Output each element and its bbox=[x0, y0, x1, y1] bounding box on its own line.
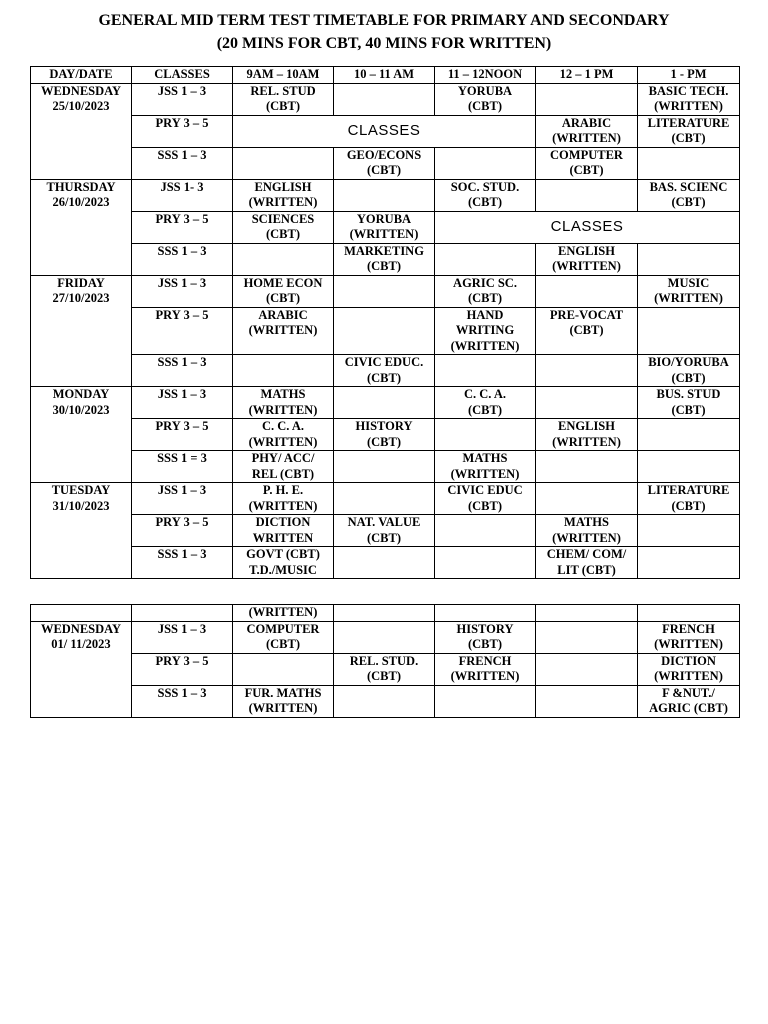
subject-cell bbox=[334, 179, 435, 211]
header-row bbox=[31, 67, 740, 84]
subject-cell bbox=[536, 83, 638, 115]
subject-cell: CIVIC EDUC (CBT) bbox=[435, 483, 536, 515]
subject-cell bbox=[435, 419, 536, 451]
class-cell: SSS 1 = 3 bbox=[132, 451, 233, 483]
class-cell: PRY 3 – 5 bbox=[132, 115, 233, 147]
class-cell: SSS 1 – 3 bbox=[132, 147, 233, 179]
table-row bbox=[31, 307, 740, 355]
classes-span-cell: CLASSES bbox=[435, 211, 740, 243]
subject-cell bbox=[536, 387, 638, 419]
subject-cell bbox=[536, 621, 638, 653]
subject-cell bbox=[435, 605, 536, 622]
table-row bbox=[31, 355, 740, 387]
subject-cell: COMPUTER (CBT) bbox=[536, 147, 638, 179]
column-header: 9AM – 10AM bbox=[233, 67, 334, 84]
day-date-cell: WEDNESDAY 25/10/2023 bbox=[31, 83, 132, 179]
subject-cell bbox=[536, 605, 638, 622]
subject-cell: GEO/ECONS (CBT) bbox=[334, 147, 435, 179]
table-row bbox=[31, 387, 740, 419]
subject-cell: BAS. SCIENC (CBT) bbox=[638, 179, 740, 211]
subject-cell: P. H. E. (WRITTEN) bbox=[233, 483, 334, 515]
subject-cell bbox=[536, 355, 638, 387]
subject-cell bbox=[536, 685, 638, 717]
day-date-cell: TUESDAY 31/10/2023 bbox=[31, 483, 132, 579]
day-date-cell: MONDAY 30/10/2023 bbox=[31, 387, 132, 483]
day-date-cell: WEDNESDAY 01/ 11/2023 bbox=[31, 621, 132, 717]
table-row bbox=[31, 211, 740, 243]
subject-cell: HISTORY (CBT) bbox=[334, 419, 435, 451]
subject-cell bbox=[334, 621, 435, 653]
subject-cell: REL. STUD. (CBT) bbox=[334, 653, 435, 685]
class-cell: SSS 1 – 3 bbox=[132, 243, 233, 275]
table-row bbox=[31, 621, 740, 653]
table-row bbox=[31, 147, 740, 179]
column-header: 12 – 1 PM bbox=[536, 67, 638, 84]
class-cell: PRY 3 – 5 bbox=[132, 653, 233, 685]
subject-cell bbox=[435, 147, 536, 179]
subject-cell: YORUBA (WRITTEN) bbox=[334, 211, 435, 243]
classes-span-cell: CLASSES bbox=[233, 115, 536, 147]
subject-cell: ARABIC (WRITTEN) bbox=[536, 115, 638, 147]
subject-cell bbox=[233, 147, 334, 179]
subject-cell bbox=[334, 685, 435, 717]
subject-cell bbox=[334, 451, 435, 483]
class-cell: JSS 1 – 3 bbox=[132, 621, 233, 653]
subject-cell: PHY/ ACC/ REL (CBT) bbox=[233, 451, 334, 483]
subject-cell bbox=[334, 483, 435, 515]
class-cell: JSS 1 – 3 bbox=[132, 275, 233, 307]
table-row bbox=[31, 243, 740, 275]
table-row bbox=[31, 685, 740, 717]
subject-cell: MARKETING (CBT) bbox=[334, 243, 435, 275]
subject-cell bbox=[233, 243, 334, 275]
table-row bbox=[31, 419, 740, 451]
class-cell: JSS 1 – 3 bbox=[132, 483, 233, 515]
subject-cell bbox=[638, 419, 740, 451]
subject-cell bbox=[233, 653, 334, 685]
subject-cell bbox=[638, 451, 740, 483]
subject-cell: ARABIC (WRITTEN) bbox=[233, 307, 334, 355]
subject-cell: (WRITTEN) bbox=[233, 605, 334, 622]
class-cell: SSS 1 – 3 bbox=[132, 355, 233, 387]
day-date-cell: FRIDAY 27/10/2023 bbox=[31, 275, 132, 387]
subject-cell bbox=[638, 307, 740, 355]
table-row bbox=[31, 547, 740, 579]
subject-cell: AGRIC SC. (CBT) bbox=[435, 275, 536, 307]
table-row bbox=[31, 451, 740, 483]
class-cell: PRY 3 – 5 bbox=[132, 211, 233, 243]
class-cell: PRY 3 – 5 bbox=[132, 419, 233, 451]
subject-cell bbox=[435, 355, 536, 387]
subject-cell: SOC. STUD. (CBT) bbox=[435, 179, 536, 211]
subject-cell: ENGLISH (WRITTEN) bbox=[536, 419, 638, 451]
subject-cell bbox=[638, 605, 740, 622]
timetable-continued bbox=[30, 604, 740, 718]
class-cell: PRY 3 – 5 bbox=[132, 515, 233, 547]
page-title: GENERAL MID TERM TEST TIMETABLE FOR PRIMARY AND SECONDARY bbox=[98, 12, 670, 29]
subject-cell: SCIENCES (CBT) bbox=[233, 211, 334, 243]
subject-cell: MATHS (WRITTEN) bbox=[435, 451, 536, 483]
subject-cell bbox=[536, 179, 638, 211]
subject-cell bbox=[638, 515, 740, 547]
subject-cell bbox=[334, 387, 435, 419]
subject-cell bbox=[334, 605, 435, 622]
subject-cell: LITERATURE (CBT) bbox=[638, 483, 740, 515]
subject-cell: MATHS (WRITTEN) bbox=[233, 387, 334, 419]
column-header: 11 – 12NOON bbox=[435, 67, 536, 84]
subject-cell bbox=[334, 307, 435, 355]
subject-cell: F &NUT./ AGRIC (CBT) bbox=[638, 685, 740, 717]
subject-cell bbox=[334, 83, 435, 115]
subject-cell: C. C. A. (CBT) bbox=[435, 387, 536, 419]
class-cell: SSS 1 – 3 bbox=[132, 685, 233, 717]
subject-cell bbox=[435, 547, 536, 579]
table-row bbox=[31, 653, 740, 685]
subject-cell: MUSIC (WRITTEN) bbox=[638, 275, 740, 307]
table-row bbox=[31, 115, 740, 147]
subject-cell bbox=[536, 451, 638, 483]
page-subtitle: (20 MINS FOR CBT, 40 MINS FOR WRITTEN) bbox=[216, 35, 552, 52]
subject-cell: GOVT (CBT) T.D./MUSIC bbox=[233, 547, 334, 579]
table-row bbox=[31, 483, 740, 515]
subject-cell bbox=[334, 275, 435, 307]
subject-cell: BUS. STUD (CBT) bbox=[638, 387, 740, 419]
subject-cell bbox=[638, 243, 740, 275]
table-row bbox=[31, 83, 740, 115]
class-cell: JSS 1- 3 bbox=[132, 179, 233, 211]
table-row bbox=[31, 515, 740, 547]
subject-cell bbox=[435, 515, 536, 547]
subject-cell: DICTION WRITTEN bbox=[233, 515, 334, 547]
subject-cell bbox=[638, 147, 740, 179]
subject-cell: BIO/YORUBA (CBT) bbox=[638, 355, 740, 387]
timetable bbox=[30, 66, 740, 579]
class-cell: SSS 1 – 3 bbox=[132, 547, 233, 579]
table-row bbox=[31, 179, 740, 211]
subject-cell: COMPUTER (CBT) bbox=[233, 621, 334, 653]
subject-cell bbox=[638, 547, 740, 579]
subject-cell: YORUBA (CBT) bbox=[435, 83, 536, 115]
day-date-cell: THURSDAY 26/10/2023 bbox=[31, 179, 132, 275]
class-cell: JSS 1 – 3 bbox=[132, 387, 233, 419]
class-cell: PRY 3 – 5 bbox=[132, 307, 233, 355]
column-header: 10 – 11 AM bbox=[334, 67, 435, 84]
subject-cell: REL. STUD (CBT) bbox=[233, 83, 334, 115]
subject-cell bbox=[132, 605, 233, 622]
subject-cell: FRENCH (WRITTEN) bbox=[435, 653, 536, 685]
subject-cell bbox=[31, 605, 132, 622]
column-header: 1 - PM bbox=[638, 67, 740, 84]
subject-cell: CIVIC EDUC. (CBT) bbox=[334, 355, 435, 387]
subject-cell: C. C. A. (WRITTEN) bbox=[233, 419, 334, 451]
subject-cell: HAND WRITING (WRITTEN) bbox=[435, 307, 536, 355]
subject-cell: DICTION (WRITTEN) bbox=[638, 653, 740, 685]
subject-cell: HISTORY (CBT) bbox=[435, 621, 536, 653]
subject-cell: HOME ECON (CBT) bbox=[233, 275, 334, 307]
subject-cell: BASIC TECH. (WRITTEN) bbox=[638, 83, 740, 115]
subject-cell bbox=[334, 547, 435, 579]
subject-cell bbox=[233, 355, 334, 387]
subject-cell: FUR. MATHS (WRITTEN) bbox=[233, 685, 334, 717]
subject-cell: FRENCH (WRITTEN) bbox=[638, 621, 740, 653]
continuation-row bbox=[31, 605, 740, 622]
subject-cell bbox=[435, 685, 536, 717]
class-cell: JSS 1 – 3 bbox=[132, 83, 233, 115]
subject-cell bbox=[435, 243, 536, 275]
subject-cell: MATHS (WRITTEN) bbox=[536, 515, 638, 547]
column-header: CLASSES bbox=[132, 67, 233, 84]
subject-cell: LITERATURE (CBT) bbox=[638, 115, 740, 147]
subject-cell: ENGLISH (WRITTEN) bbox=[536, 243, 638, 275]
table-row bbox=[31, 275, 740, 307]
subject-cell bbox=[536, 275, 638, 307]
column-header: DAY/DATE bbox=[31, 67, 132, 84]
subject-cell: NAT. VALUE (CBT) bbox=[334, 515, 435, 547]
subject-cell bbox=[536, 483, 638, 515]
subject-cell: PRE-VOCAT (CBT) bbox=[536, 307, 638, 355]
subject-cell bbox=[536, 653, 638, 685]
subject-cell: ENGLISH (WRITTEN) bbox=[233, 179, 334, 211]
subject-cell: CHEM/ COM/ LIT (CBT) bbox=[536, 547, 638, 579]
